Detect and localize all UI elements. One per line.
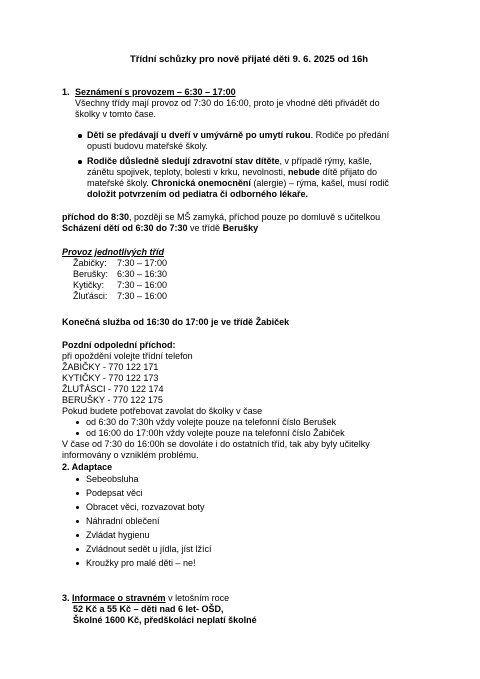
rule-health-line3-rest: (alergie) – rýma, kašel, musí rodič: [250, 178, 389, 188]
rule-health-line3-text: mateřské školy.: [87, 178, 152, 188]
phone-item: ŽLUŤÁSCI - 770 122 174: [62, 384, 164, 394]
rule-health-rest: , v případě rýmy, kašle,: [279, 156, 372, 166]
classes-heading: Provoz jednotlivých tříd: [62, 247, 165, 257]
afternoon-intro: při opoždění volejte třídní telefon: [62, 351, 193, 361]
class-row: [73, 291, 167, 302]
class-row: [73, 269, 167, 280]
adaptation-item: Podepsat věci: [86, 488, 143, 498]
class-name: Berušky:: [73, 269, 109, 279]
arrival-gathering: Scházení dětí od 6:30 do 7:30: [62, 223, 188, 233]
call-rule: od 6:30 do 7:30h vždy volejte pouze na telefonní číslo Berušek: [86, 417, 337, 427]
bullet-dot: [78, 134, 82, 138]
class-name: Žluťásci:: [73, 291, 108, 301]
section-1-intro-line2: školky v tomto čase.: [75, 109, 157, 119]
rule-health-line2-text: zánětu spojivek, teploty, bolesti v krku, nevolnosti,: [87, 167, 288, 177]
bullet-dot: [76, 562, 79, 565]
rule-health-line2-bold: nebude: [287, 167, 320, 177]
phone-item: ŽABIČKY - 770 122 171: [62, 362, 159, 372]
arrival-line2: [62, 223, 258, 234]
rule-health-line1: [87, 156, 372, 167]
note-line1: V čase od 7:30 do 16:00h se dovoláte i do ostatních tříd, tak aby byly učitelky: [62, 439, 370, 449]
bullet-dot: [76, 520, 79, 523]
call-intro: Pokud budete potřebovat zavolat do školky v čase: [62, 406, 263, 416]
class-time: 7:30 – 16:00: [117, 280, 168, 290]
rule-health-bold: Rodiče důsledně sledují zdravotní stav dítěte: [87, 156, 280, 166]
section-3-number: 3.: [62, 593, 70, 603]
section-1-heading: Seznámení s provozem – 6:30 – 17:00: [75, 87, 236, 97]
final-service: Konečná služba od 16:30 do 17:00 je ve třídě Žabiček: [62, 317, 290, 327]
rule-handover-line2: opustí budovu mateřské školy.: [87, 141, 208, 151]
rule-health-line2-rest: dítě přijato do: [319, 167, 377, 177]
bullet-dot: [78, 160, 82, 164]
adaptation-item: Náhradní oblečení: [86, 516, 160, 526]
class-row: [73, 258, 167, 269]
call-rule: od 16:00 do 17:00h vždy volejte pouze na telefonní číslo Žabiček: [86, 428, 345, 438]
arrival-line1: [62, 212, 380, 223]
class-time: 6:30 – 16:30: [117, 269, 168, 279]
section-3-heading-line: [62, 593, 229, 604]
meal-price: 52 Kč a 55 Kč – děti nad 6 let- OŠD,: [73, 604, 224, 614]
section-3-heading-rest: v letošním roce: [165, 593, 230, 603]
class-time: 7:30 – 16:00: [117, 291, 168, 301]
phone-item: KYTIČKY - 770 122 173: [62, 373, 159, 383]
class-name: Kytičky:: [73, 280, 105, 290]
section-1-intro-line1: Všechny třídy mají provoz od 7:30 do 16:00, proto je vhodné děti přivádět do: [75, 98, 380, 108]
section-1-number: 1.: [62, 87, 70, 97]
section-2-heading: 2. Adaptace: [62, 462, 113, 472]
bullet-dot: [76, 506, 79, 509]
class-time: 7:30 – 17:00: [117, 258, 168, 268]
rule-handover-line1: [87, 130, 389, 141]
adaptation-item: Zvládat hygienu: [86, 530, 150, 540]
rule-health-line3: [87, 178, 389, 189]
arrival-class: Berušky: [222, 223, 259, 233]
class-row: [73, 280, 167, 291]
rule-health-line3-bold: Chronická onemocnění: [151, 178, 251, 188]
bullet-dot: [76, 478, 79, 481]
adaptation-item: Sebeobsluha: [86, 474, 139, 484]
bullet-dot: [76, 548, 79, 551]
rule-handover-bold: Děti se předávají u dveří v umývárně po umytí rukou: [87, 130, 311, 140]
rule-handover-rest: . Rodiče po předání: [310, 130, 390, 140]
bullet-dot: [76, 432, 79, 435]
class-name: Žabičky:: [73, 258, 107, 268]
arrival-line2-mid: ve třídě: [187, 223, 223, 233]
adaptation-item: Obracet věci, rozvazovat boty: [86, 502, 205, 512]
phone-item: BERUŠKY - 770 122 175: [62, 395, 163, 405]
arrival-deadline: příchod do 8:30: [62, 212, 130, 222]
section-3-heading: Informace o stravném: [72, 593, 166, 603]
arrival-line1-rest: , později se MŠ zamyká, příchod pouze po domluvě s učitelkou: [129, 212, 381, 222]
bullet-dot: [76, 534, 79, 537]
rule-health-line4: doložit potvrzením od pediatra či odborného lékaře.: [87, 189, 309, 199]
bullet-dot: [76, 492, 79, 495]
page-title: Třídní schůzky pro nově přijaté děti 9. 6. 2025 od 16h: [130, 54, 369, 65]
adaptation-item: Zvládnout sedět u jídla, jíst lžící: [86, 544, 212, 554]
rule-health-line2: [87, 167, 377, 178]
tuition-info: Školné 1600 Kč, předškoláci neplatí školné: [73, 615, 257, 625]
bullet-dot: [76, 421, 79, 424]
note-line2: informovány o vzniklém problému.: [62, 450, 199, 460]
adaptation-item: Kroužky pro malé děti – ne!: [86, 558, 196, 568]
afternoon-heading: Pozdní odpolední příchod:: [62, 340, 176, 350]
